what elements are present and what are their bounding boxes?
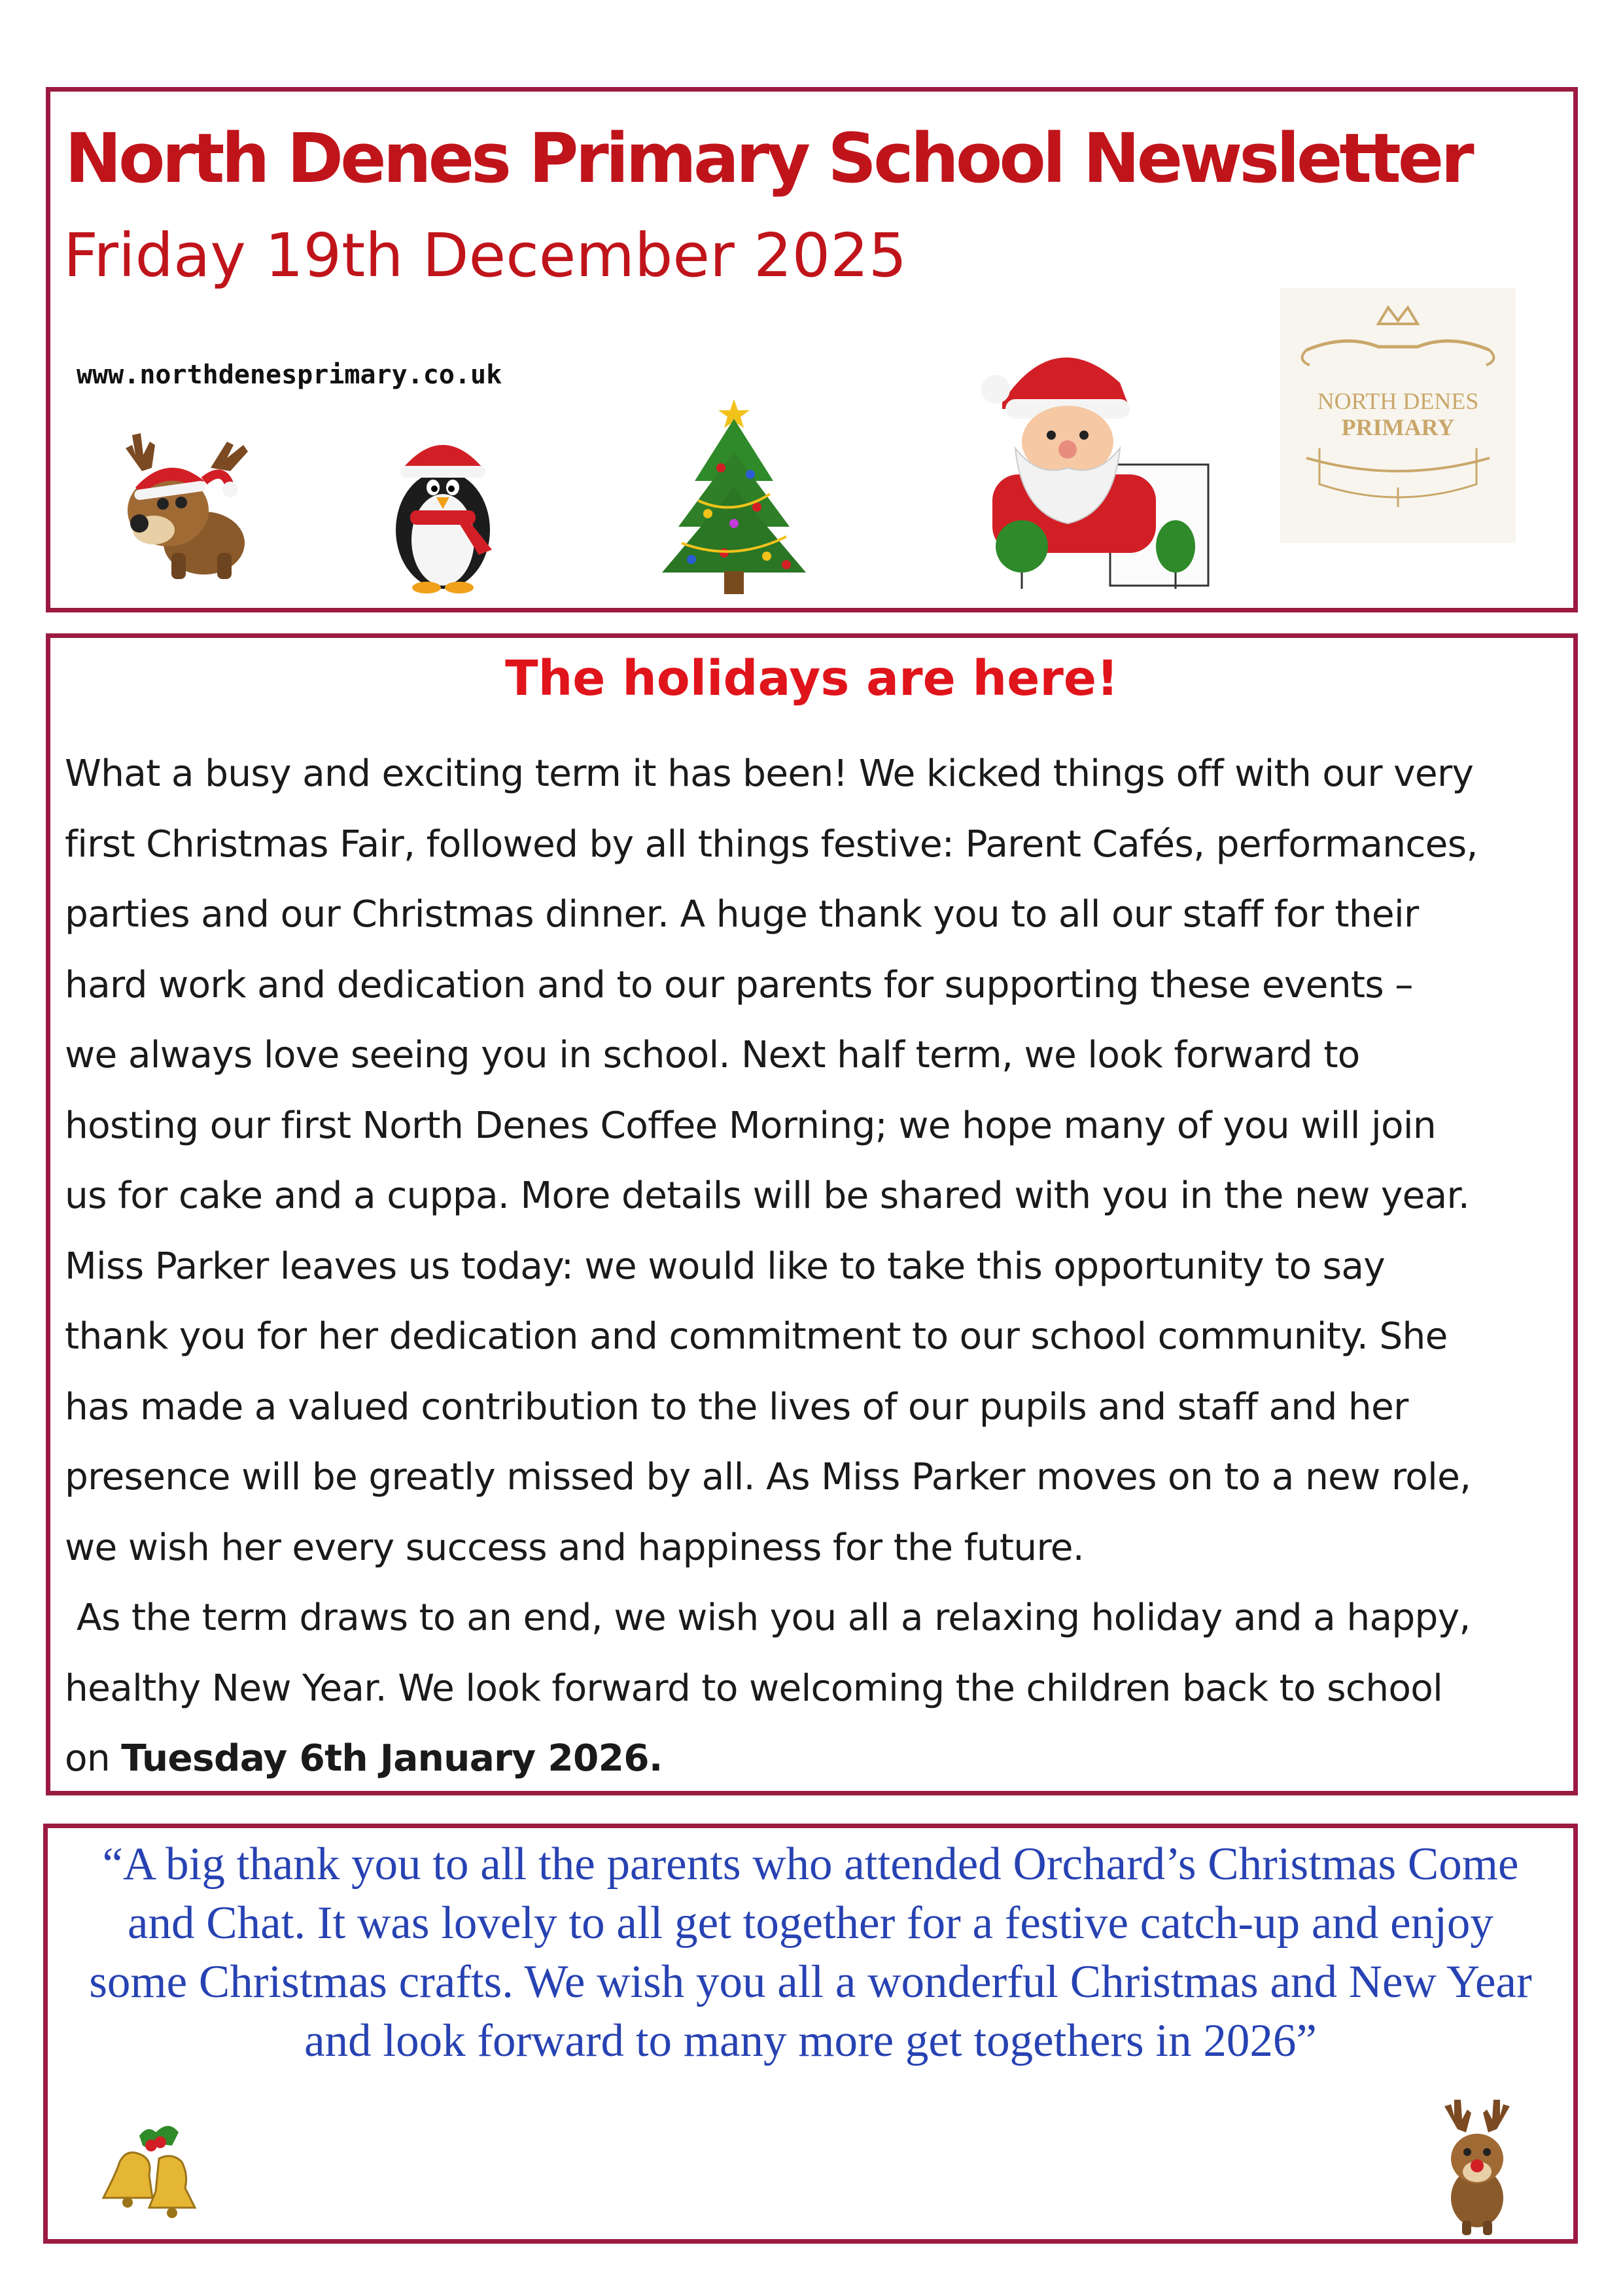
body-line: healthy New Year. We look forward to welcoming the children back to school: [65, 1667, 1443, 1710]
body-line: hard work and dedication and to our parents for supporting these events –: [65, 963, 1413, 1006]
reindeer-small-icon: [1428, 2096, 1526, 2237]
body-line: Miss Parker leaves us today: we would like to take this opportunity to say: [65, 1245, 1386, 1288]
body-line: has made a valued contribution to the lives of our pupils and staff and her: [65, 1385, 1408, 1428]
body-line: As the term draws to an end, we wish you all a relaxing holiday and a happy,: [77, 1597, 1471, 1639]
body-line: us for cake and a cuppa. More details will be shared with you in the new year.: [65, 1174, 1470, 1217]
body-line: we always love seeing you in school. Next half term, we look forward to: [65, 1034, 1360, 1076]
body-line: thank you for her dedication and commitment to our school community. She: [65, 1315, 1448, 1358]
santa-icon: [963, 337, 1225, 592]
holidays-body: [65, 739, 1569, 1794]
final-prefix: on: [65, 1737, 122, 1780]
body-line: parties and our Christmas dinner. A huge thank you to all our staff for their: [65, 893, 1419, 936]
return-date: Tuesday 6th January 2026.: [121, 1737, 663, 1780]
holidays-section: [46, 633, 1578, 1795]
header-box: [46, 87, 1578, 612]
website-link[interactable]: www.northdenesprimary.co.uk: [77, 360, 502, 390]
body-line: presence will be greatly missed by all. As Miss Parker moves on to a new role,: [65, 1456, 1471, 1498]
body-line: first Christmas Fair, followed by all things festive: Parent Cafés, performances,: [65, 822, 1478, 866]
penguin-icon: [371, 425, 515, 595]
school-logo: [1280, 288, 1516, 543]
body-line: hosting our first North Denes Coffee Morning; we hope many of you will join: [65, 1104, 1436, 1147]
body-line-final: [65, 1723, 1569, 1794]
body-line: we wish her every success and happiness for the future.: [65, 1526, 1085, 1569]
orchard-quote: “A big thank you to all the parents who attended Orchard’s Christmas Come and Chat. It was lovely to all get together for a festive catch-up and enjoy some Christmas crafts. We wish you all a wonderful Christmas and New Year and look forward to many more get togethers in 2026”: [89, 1839, 1532, 2066]
bells-icon: [87, 2116, 208, 2231]
newsletter-title: North Denes Primary School Newsletter: [65, 118, 1471, 198]
orchard-quote-section: [43, 1824, 1578, 2244]
logo-line1: NORTH DENES: [1317, 388, 1479, 414]
logo-line2: PRIMARY: [1341, 414, 1455, 440]
christmas-tree-icon: [652, 396, 816, 599]
body-line: What a busy and exciting term it has been! We kicked things off with our very: [65, 752, 1474, 795]
newsletter-date: Friday 19th December 2025: [63, 221, 907, 291]
reindeer-icon: [96, 425, 260, 582]
holidays-heading: The holidays are here!: [505, 650, 1119, 707]
